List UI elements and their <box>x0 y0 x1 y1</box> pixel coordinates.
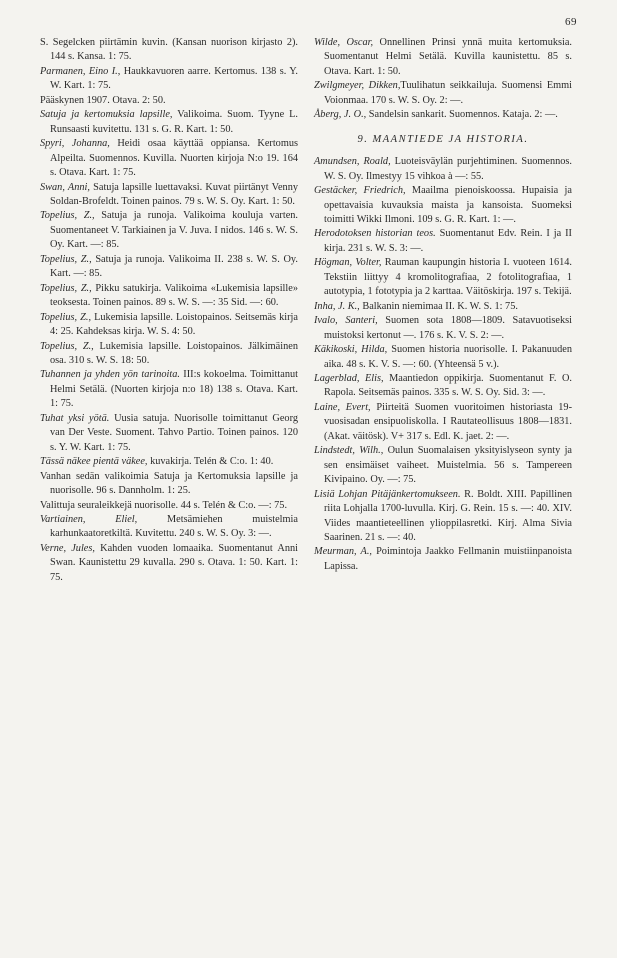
entry: Valittuja seuraleikkejä nuorisolle. 44 s. Telén & C:o. —: 75. <box>40 499 288 511</box>
entry: Ivalo, Santeri, Suomen sota 1808—1809. Satavuotiseksi muistoksi kertonut —. 176 s. K. V. S. 2: —. <box>314 315 573 341</box>
entry: Vanhan sedän valikoimia Satuja ja Kertomuksia lapsille ja nuorisolle. 96 s. Dannholm. 1: 25. <box>40 470 298 497</box>
right-column <box>314 36 572 574</box>
entry: Tässä näkee pientä väkee, kuvakirja. Telén & C:o. 1: 40. <box>40 456 274 468</box>
entry: Wilde, Oscar, Onnellinen Prinsi ynnä muita kertomuksia. Suomentanut Helmi Setälä. Kuvilla kaunistettu. 85 s. Otava. Kart. 1: 50. <box>314 37 572 77</box>
entry: Högman, Volter, Rauman kaupungin historia I. vuoteen 1614. Tekstiin liittyy 4 kromolitografiaa, 2 fotolitografiaa, 1 autotypia, 1 fototypia ja 2 karttaa. Väitöskirja. 197 s. Tekijä. <box>314 257 572 298</box>
entry: Lindstedt, Wilh., Oulun Suomalaisen yksityislyseon synty ja sen ensimäiset vaiheet. Muistelmia. 56 s. Tampereen Kivipaino. Oy. —: 75. <box>314 445 573 486</box>
entry: Vartiainen, Eliel, Metsämiehen muistelmia karhunkaatoretkiltä. Kuvitettu. 240 s. W. S. Oy. 3: —. <box>40 513 298 540</box>
entry: Topelius, Z., Satuja ja runoja. Valikoima II. 238 s. W. S. Oy. Kart. —: 85. <box>40 253 298 280</box>
section-heading: 9. MAANTIEDE JA HISTORIA. <box>357 133 529 145</box>
entry: Inha, J. K., Balkanin niemimaa II. K. W. S. 1: 75. <box>314 300 518 312</box>
entry: S. Segelcken piirtämin kuvin. (Kansan nuorison kirjasto 2). 144 s. Kansa. 1: 75. <box>40 37 298 63</box>
entry: Swan, Anni, Satuja lapsille luettavaksi. Kuvat piirtänyt Venny Soldan-Brofeldt. Toinen painos. 79 s. W. S. Oy. Kart. 1: 50. <box>40 181 298 207</box>
page-number: 69 <box>565 16 577 28</box>
entry: Gestäcker, Friedrich, Maailma pienoiskoossa. Hupaisia ja opettavaisia kuvauksia maista ja kansoista. Suomeksi toimitti Wikki Ilmoni. 109 s. G. R. Kart. 1: —. <box>314 185 572 225</box>
entry: Topelius, Z., Satuja ja runoja. Valikoima kouluja varten. Suomentaneet V. Tarkiainen ja V. Juva. I nidos. 146 s. W. S. Oy. Kart. —: 85. <box>40 210 298 251</box>
entry: Topelius, Z., Lukemisia lapsille. Loistopainos. Jälkimäinen osa. 310 s. W. S. 18: 50. <box>40 340 298 366</box>
entry: Meurman, A., Poimintoja Jaakko Fellmanin muistiinpanoista Lapissa. <box>314 546 572 572</box>
entry: Tuhannen ja yhden yön tarinoita. III:s kokoelma. Toimittanut Helmi Setälä. (Nuorten kirjoja n:o 18) 138 s. Otava. Kart. 1: 75. <box>40 369 298 410</box>
entry: Pääskynen 1907. Otava. 2: 50. <box>40 94 166 106</box>
entry: Tuhat yksi yötä. Uusia satuja. Nuorisolle toimittanut Georg van Der Veste. Suoment. Tahvo Partio. Toinen painos. 120 s. Y. W. Kart. 1: 75. <box>40 412 298 453</box>
entry: Amundsen, Roald, Luoteisväylän purjehtiminen. Suomennos. W. S. Oy. Ilmestyy 15 vihkoa à —: 55. <box>314 156 572 182</box>
left-column <box>40 36 298 585</box>
entry: Satuja ja kertomuksia lapsille, Valikoima. Suom. Tyyne L. Runsaasti kuvitettu. 131 s. G. R. Kart. 1: 50. <box>40 109 298 135</box>
entry: Spyri, Johanna, Heidi osaa käyttää oppiansa. Kertomus Alpeilta. Suomennos. Kuvilla. Nuorten kirjoja N:o 19. 164 s. Otava. Kart. 1: 75. <box>40 138 298 179</box>
entry: Topelius, Z., Pikku satukirja. Valikoima «Lukemisia lapsille» teoksesta. Toinen painos. 89 s. W. S. —: 35 Sid. —: 60. <box>40 282 298 309</box>
entry: Laine, Evert, Piirteitä Suomen vuoritoimen historiasta 19-vuosisadan ensipuoliskolla. I Rautateollisuus 1808—1831. (Akat. väitösk). V+ 317 s. Edl. K. jaet. 2: —. <box>314 401 573 442</box>
entry: Verne, Jules, Kahden vuoden lomaaika. Suomentanut Anni Swan. Kaunistettu 29 kuvalla. 290 s. Otava. 1: 50. Kart. 1: 75. <box>40 542 299 583</box>
entry: Käkikoski, Hilda, Suomen historia nuorisolle. I. Pakanuuden aika. 48 s. K. V. S. —: 60. (Yhteensä 5 v.). <box>314 344 572 370</box>
entry: Lagerblad, Elis, Maantiedon oppikirja. Suomentanut F. O. Rapola. Seitsemäs painos. 335 s. W. S. Oy. Sid. 3: —. <box>314 372 572 399</box>
entry: Parmanen, Eino I., Haukkavuoren aarre. Kertomus. 138 s. Y. W. Kart. 1: 75. <box>40 65 298 92</box>
entry: Åberg, J. O., Sandelsin sankarit. Suomennos. Kataja. 2: —. <box>314 109 558 121</box>
entry: Lisiä Lohjan Pitäjänkertomukseen. R. Boldt. XIII. Papillinen riita Lohjalla 1700-luvulla. Kirj. G. Rein. 15 s. —: 40. XIV. Viides maantieteellinen ylioppilasretki. Kirj. Alma Sivia Saarinen. 21 s. —: 40. <box>314 488 572 543</box>
entry: Herodotoksen historian teos. Suomentanut Edv. Rein. I ja II kirja. 231 s. W. S. 3: —. <box>314 228 572 254</box>
entry: Zwilgmeyer, Dikken,Tuulihatun seikkailuja. Suomensi Emmi Voionmaa. 170 s. W. S. Oy. 2: —. <box>314 80 572 106</box>
entry: Topelius, Z., Lukemisia lapsille. Loistopainos. Seitsemäs kirja 4: 25. Kahdeksas kirja. W. S. 4: 50. <box>40 311 298 338</box>
